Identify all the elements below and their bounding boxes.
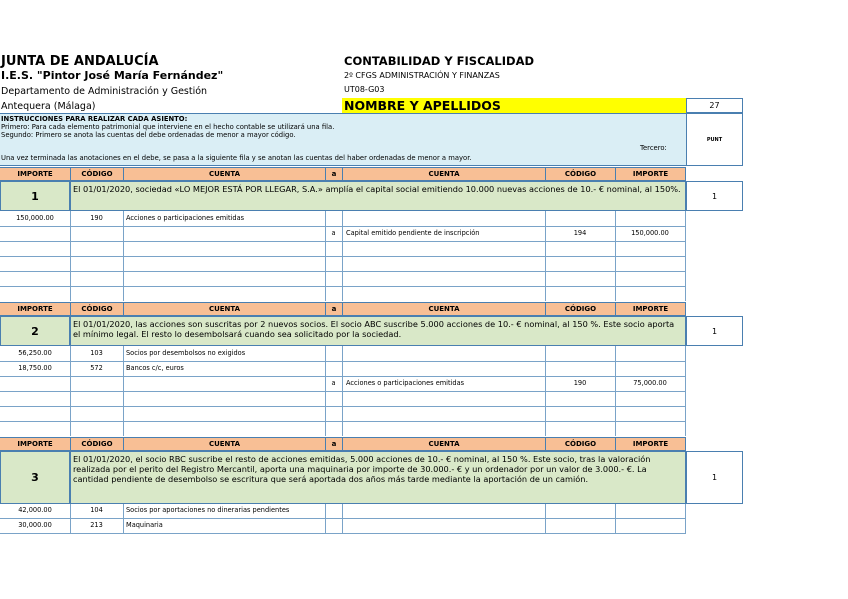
instructions-box: [0, 113, 686, 166]
debe-codigo[interactable]: 103: [90, 349, 103, 357]
school-name: I.E.S. "Pintor José María Fernández": [1, 69, 224, 82]
unit-code: UT08-G03: [344, 85, 385, 94]
haber-cuenta[interactable]: Acciones o participaciones emitidas: [346, 379, 465, 387]
debe-codigo[interactable]: 104: [90, 506, 103, 514]
col-header-cuenta: CUENTA: [123, 437, 325, 451]
entry-points: 1: [686, 316, 743, 346]
col-header-cuenta: CUENTA: [123, 302, 325, 316]
entry-grid: [0, 211, 686, 301]
debe-cuenta[interactable]: Maquinaria: [126, 521, 163, 529]
debe-importe[interactable]: 30,000.00: [18, 521, 52, 529]
col-header-importe: IMPORTE: [0, 167, 70, 181]
org-title: JUNTA DE ANDALUCÍA: [1, 54, 159, 69]
debe-importe[interactable]: 150,000.00: [16, 214, 54, 222]
col-header-importe: IMPORTE: [0, 302, 70, 316]
instructions-title: INSTRUCCIONES PARA REALIZAR CADA ASIENTO:: [1, 115, 188, 123]
debe-importe[interactable]: 42,000.00: [18, 506, 52, 514]
col-header-a: a: [325, 167, 342, 181]
instructions-line1: Primero: Para cada elemento patrimonial que interviene en el hecho contable se utilizará una fila.: [1, 123, 335, 131]
col-header-cuenta-haber: CUENTA: [342, 167, 545, 181]
entry-number: 2: [0, 316, 70, 346]
col-header-codigo: CÓDIGO: [70, 167, 123, 181]
col-header-a: a: [325, 302, 342, 316]
entry-number: 3: [0, 451, 70, 504]
debe-cuenta[interactable]: Socios por aportaciones no dinerarias pendientes: [126, 506, 290, 514]
debe-importe[interactable]: 56,250.00: [18, 349, 52, 357]
debe-importe[interactable]: 18,750.00: [18, 364, 52, 372]
haber-cuenta[interactable]: Capital emitido pendiente de inscripción: [346, 229, 480, 237]
col-header-codigo: CÓDIGO: [70, 437, 123, 451]
col-header-cuenta-haber: CUENTA: [342, 437, 545, 451]
instructions-line3: Una vez terminada las anotaciones en el debe, se pasa a la siguiente fila y se anotan las cuentas del haber ordenadas de menor a mayor.: [1, 154, 472, 162]
name-field[interactable]: NOMBRE Y APELLIDOS: [342, 98, 686, 113]
entry-grid: [0, 346, 686, 436]
haber-importe[interactable]: 150,000.00: [631, 229, 669, 237]
score-box: 27: [686, 98, 743, 113]
col-header-cuenta: CUENTA: [123, 167, 325, 181]
debe-cuenta[interactable]: Acciones o participaciones emitidas: [126, 214, 245, 222]
haber-importe[interactable]: 75,000.00: [633, 379, 667, 387]
entry-points: 1: [686, 451, 743, 504]
col-header-importe: IMPORTE: [0, 437, 70, 451]
entry-statement: El 01/01/2020, sociedad «LO MEJOR ESTÁ POR LLEGAR, S.A.» amplía el capital social emitiendo 10.000 nuevas acciones de 10.- € nominal, al 150%.: [70, 181, 686, 211]
col-header-importe-haber: IMPORTE: [615, 302, 686, 316]
debe-cuenta[interactable]: Socios por desembolsos no exigidos: [126, 349, 246, 357]
department: Departamento de Administración y Gestión: [1, 86, 208, 97]
col-header-codigo: CÓDIGO: [70, 302, 123, 316]
entry-statement: El 01/01/2020, las acciones son suscritas por 2 nuevos socios. El socio ABC suscribe 5.000 acciones de 10.- € nominal, al 150 %. Este socio aporta el mínimo legal. El resto lo desembolsará cuando sea solicitado por la sociedad.: [70, 316, 686, 346]
entry-statement: El 01/01/2020, el socio RBC suscribe el resto de acciones emitidas, 5.000 acciones de 10.- € nominal, al 150 %. Este socio, tras la valoración realizada por el perito del Registro Mercantil, aporta una maquinaria por importe de 30.000.- € y un ordenador por un valor de 3.000.- €. La cantidad pendiente de desembolso se escritura que será aportada dos años más tarde mediante la aportación de un camión.: [70, 451, 686, 504]
entry-number: 1: [0, 181, 70, 211]
subject-title: CONTABILIDAD Y FISCALIDAD: [344, 54, 535, 68]
col-header-cuenta-haber: CUENTA: [342, 302, 545, 316]
course-name: 2º CFGS ADMINISTRACIÓN Y FINANZAS: [344, 71, 500, 80]
punt-label: PUNT: [686, 113, 743, 166]
tercero-label: Tercero:: [640, 144, 667, 152]
debe-codigo[interactable]: 190: [90, 214, 103, 222]
instructions-line2: Segundo: Primero se anota las cuentas del debe ordenadas de menor a mayor código.: [1, 131, 296, 139]
col-header-importe-haber: IMPORTE: [615, 437, 686, 451]
entry-points: 1: [686, 181, 743, 211]
col-header-a: a: [325, 437, 342, 451]
col-header-codigo-haber: CÓDIGO: [545, 302, 615, 316]
haber-a: a: [331, 379, 336, 387]
city: Antequera (Málaga): [1, 101, 96, 112]
debe-codigo[interactable]: 213: [90, 521, 103, 529]
col-header-importe-haber: IMPORTE: [615, 167, 686, 181]
haber-codigo[interactable]: 194: [573, 229, 587, 237]
entry-grid: [0, 504, 686, 534]
col-header-codigo-haber: CÓDIGO: [545, 167, 615, 181]
debe-cuenta[interactable]: Bancos c/c, euros: [126, 364, 184, 372]
debe-codigo[interactable]: 572: [90, 364, 103, 372]
haber-a: a: [331, 229, 336, 237]
col-header-codigo-haber: CÓDIGO: [545, 437, 615, 451]
haber-codigo[interactable]: 190: [573, 379, 587, 387]
